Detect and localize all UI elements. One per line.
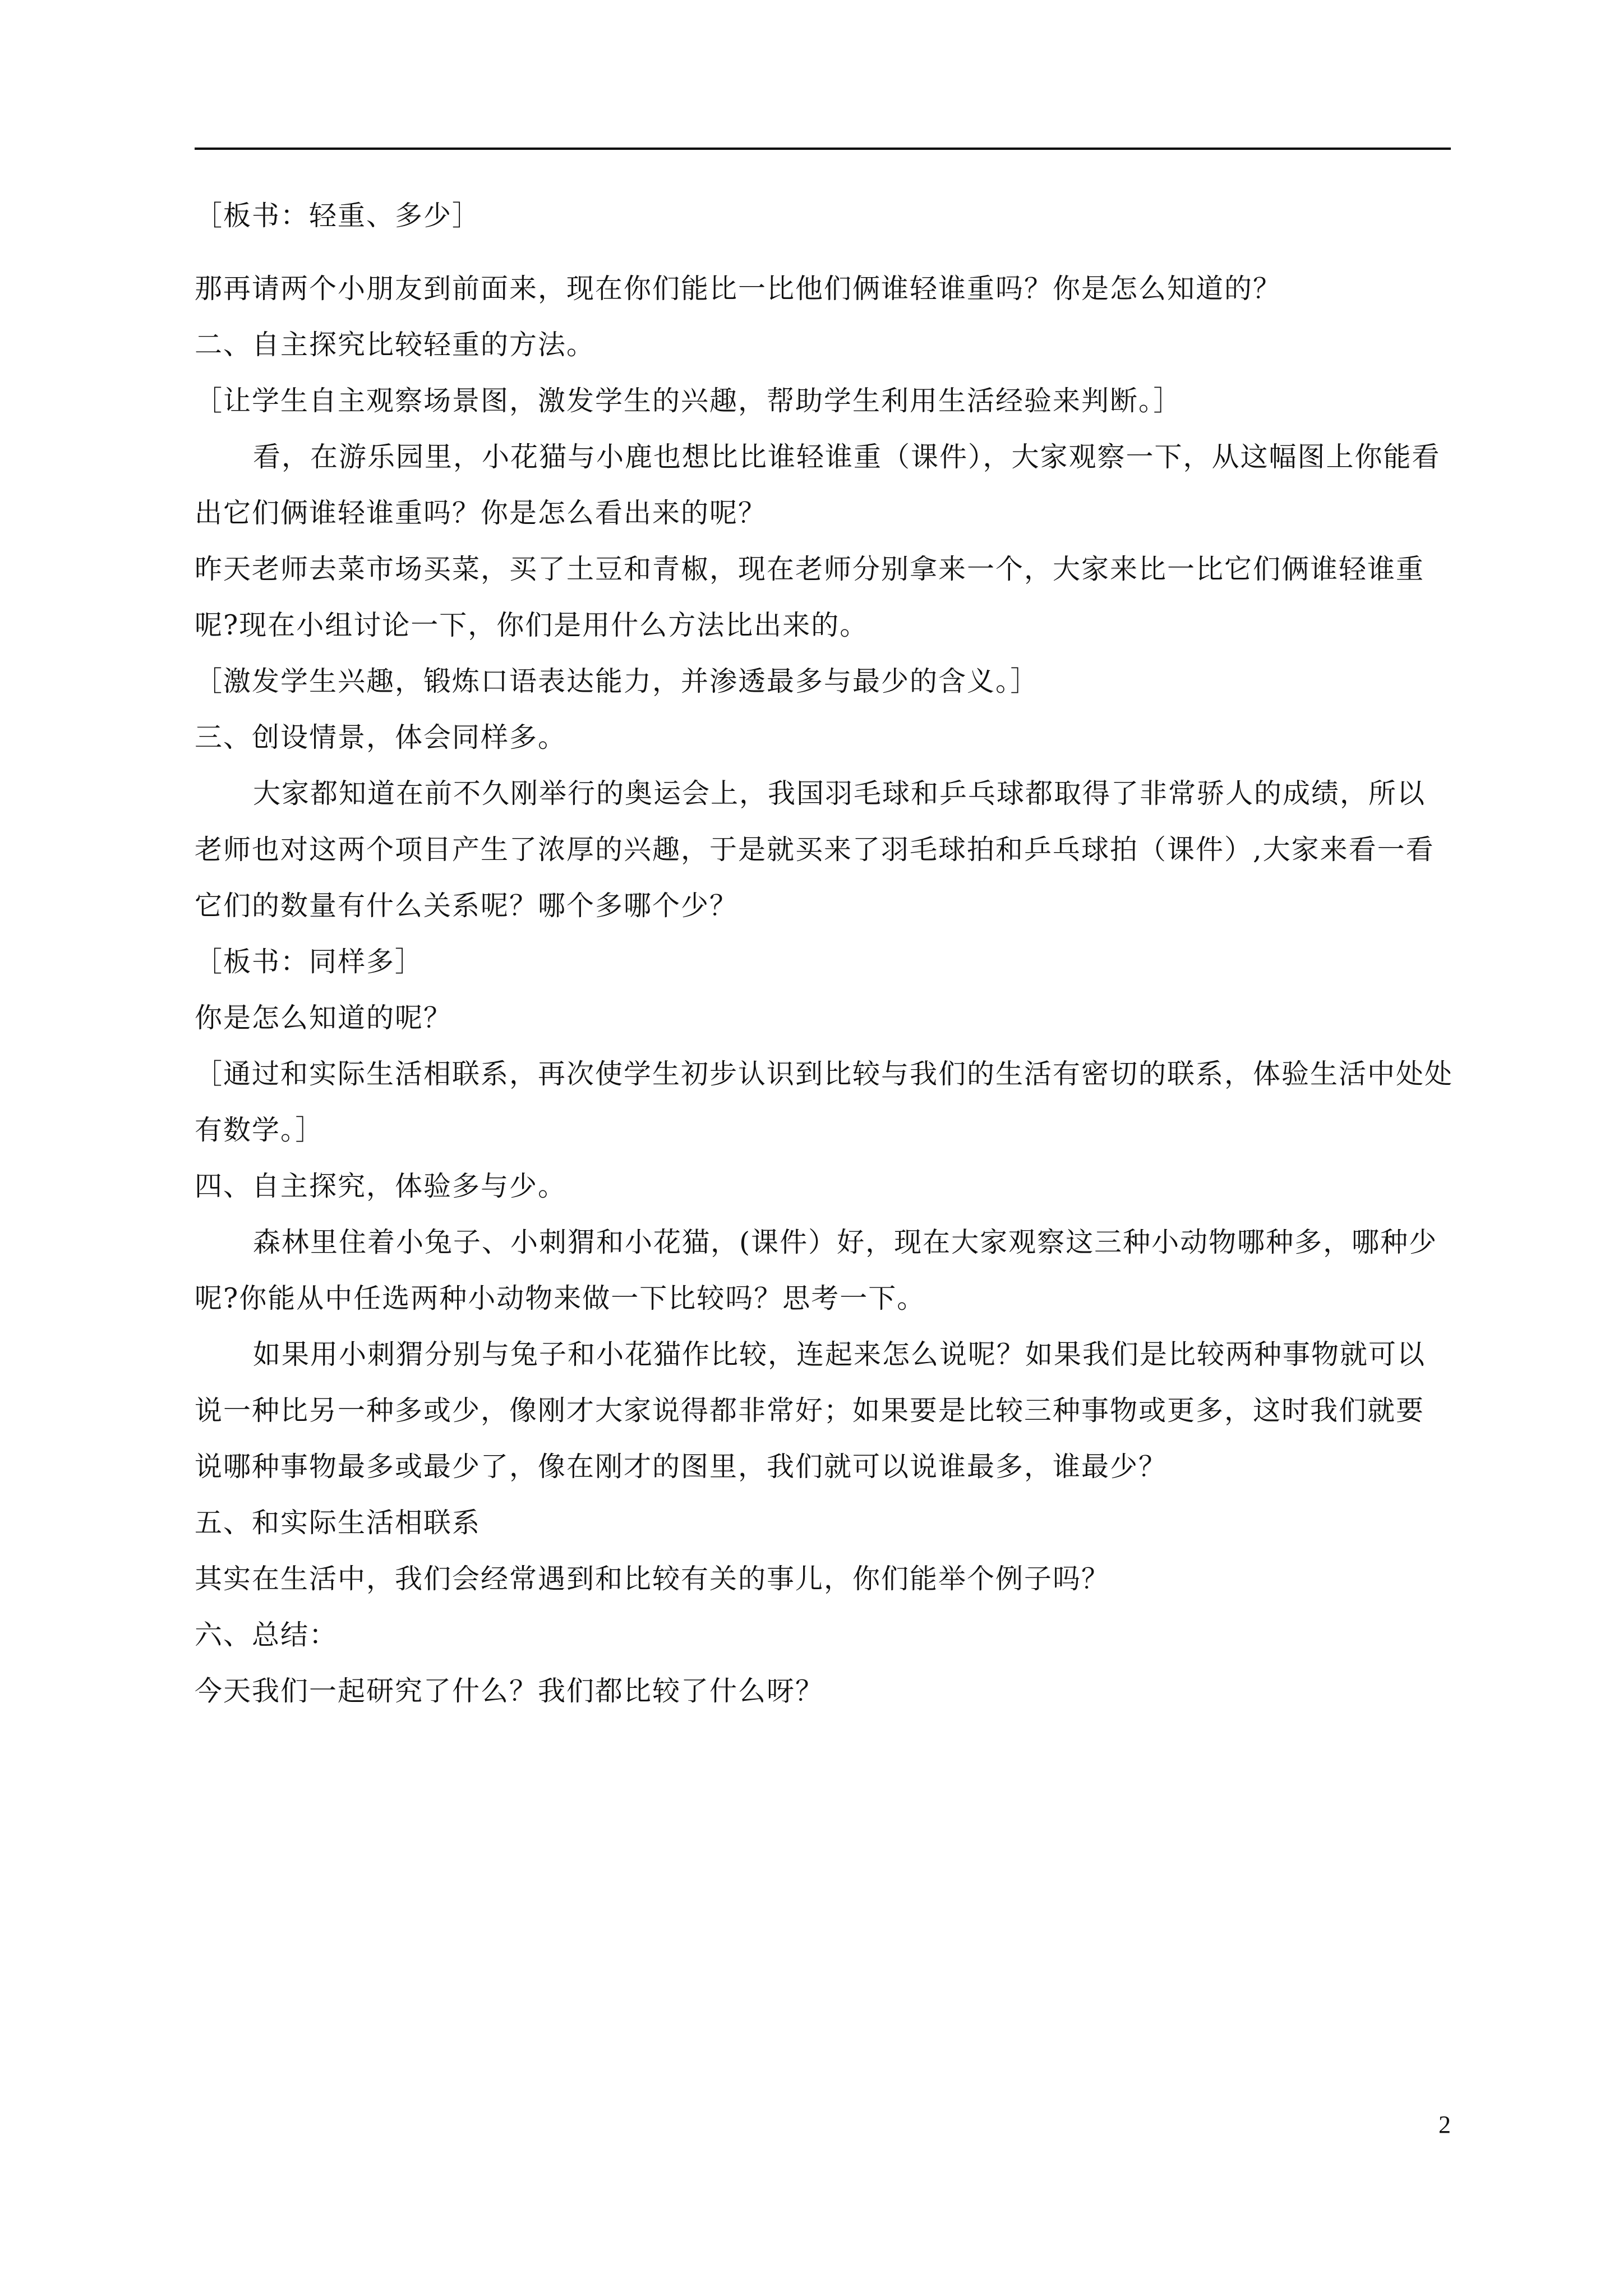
text-line: 出它们俩谁轻谁重吗？你是怎么看出来的呢？ bbox=[195, 497, 767, 529]
text-line: 老师也对这两个项目产生了浓厚的兴趣，于是就买来了羽毛球拍和乒乓球拍（课件）,大家来看一看 bbox=[195, 834, 1435, 866]
page-number: 2 bbox=[1438, 2111, 1451, 2138]
text-line: 它们的数量有什么关系呢？哪个多哪个少？ bbox=[195, 890, 739, 922]
text-line: 那再请两个小朋友到前面来，现在你们能比一比他们俩谁轻谁重吗？你是怎么知道的？ bbox=[195, 273, 1282, 305]
section-heading: 二、自主探究比较轻重的方法。 bbox=[195, 329, 596, 361]
text-line: 你是怎么知道的呢？ bbox=[195, 1002, 453, 1034]
text-line: ［板书：轻重、多少］ bbox=[195, 200, 481, 232]
text-line: 如果用小刺猬分别与兔子和小花猫作比较，连起来怎么说呢？如果我们是比较两种事物就可以 bbox=[253, 1338, 1426, 1370]
section-heading: 五、和实际生活相联系 bbox=[195, 1507, 481, 1539]
text-line: ［板书：同样多］ bbox=[195, 946, 424, 978]
text-line: 昨天老师去菜市场买菜，买了土豆和青椒，现在老师分别拿来一个，大家来比一比它们俩谁轻谁重 bbox=[195, 553, 1425, 585]
section-heading: 三、创设情景，体会同样多。 bbox=[195, 721, 567, 753]
text-line: 呢?你能从中任选两种小动物来做一下比较吗？思考一下。 bbox=[195, 1282, 926, 1314]
header-rule bbox=[195, 148, 1451, 150]
text-line: 说一种比另一种多或少，像刚才大家说得都非常好；如果要是比较三种事物或更多，这时我们就要 bbox=[195, 1395, 1425, 1427]
text-line: 看，在游乐园里，小花猫与小鹿也想比比谁轻谁重（课件），大家观察一下，从这幅图上你能看 bbox=[253, 441, 1441, 473]
section-heading: 六、总结： bbox=[195, 1619, 338, 1651]
text-line: ［通过和实际生活相联系，再次使学生初步认识到比较与我们的生活有密切的联系，体验生活中处处 bbox=[195, 1058, 1454, 1090]
text-line: ［激发学生兴趣，锻炼口语表达能力，并渗透最多与最少的含义。］ bbox=[195, 665, 1039, 697]
text-line: 说哪种事物最多或最少了，像在刚才的图里，我们就可以说谁最多，谁最少？ bbox=[195, 1451, 1168, 1483]
section-heading: 四、自主探究，体验多与少。 bbox=[195, 1170, 567, 1202]
document-body bbox=[195, 188, 1454, 1719]
text-line: 其实在生活中，我们会经常遇到和比较有关的事儿，你们能举个例子吗？ bbox=[195, 1563, 1110, 1595]
text-line: 大家都知道在前不久刚举行的奥运会上，我国羽毛球和乒乓球都取得了非常骄人的成绩，所以 bbox=[253, 777, 1426, 809]
text-line: ［让学生自主观察场景图，激发学生的兴趣，帮助学生利用生活经验来判断。］ bbox=[195, 385, 1182, 417]
text-line: 今天我们一起研究了什么？我们都比较了什么呀？ bbox=[195, 1675, 824, 1707]
text-line: 呢?现在小组讨论一下，你们是用什么方法比出来的。 bbox=[195, 609, 869, 641]
text-line: 有数学。］ bbox=[195, 1114, 324, 1146]
text-line: 森林里住着小兔子、小刺猬和小花猫，(课件）好，现在大家观察这三种小动物哪种多，哪种少 bbox=[253, 1226, 1438, 1258]
